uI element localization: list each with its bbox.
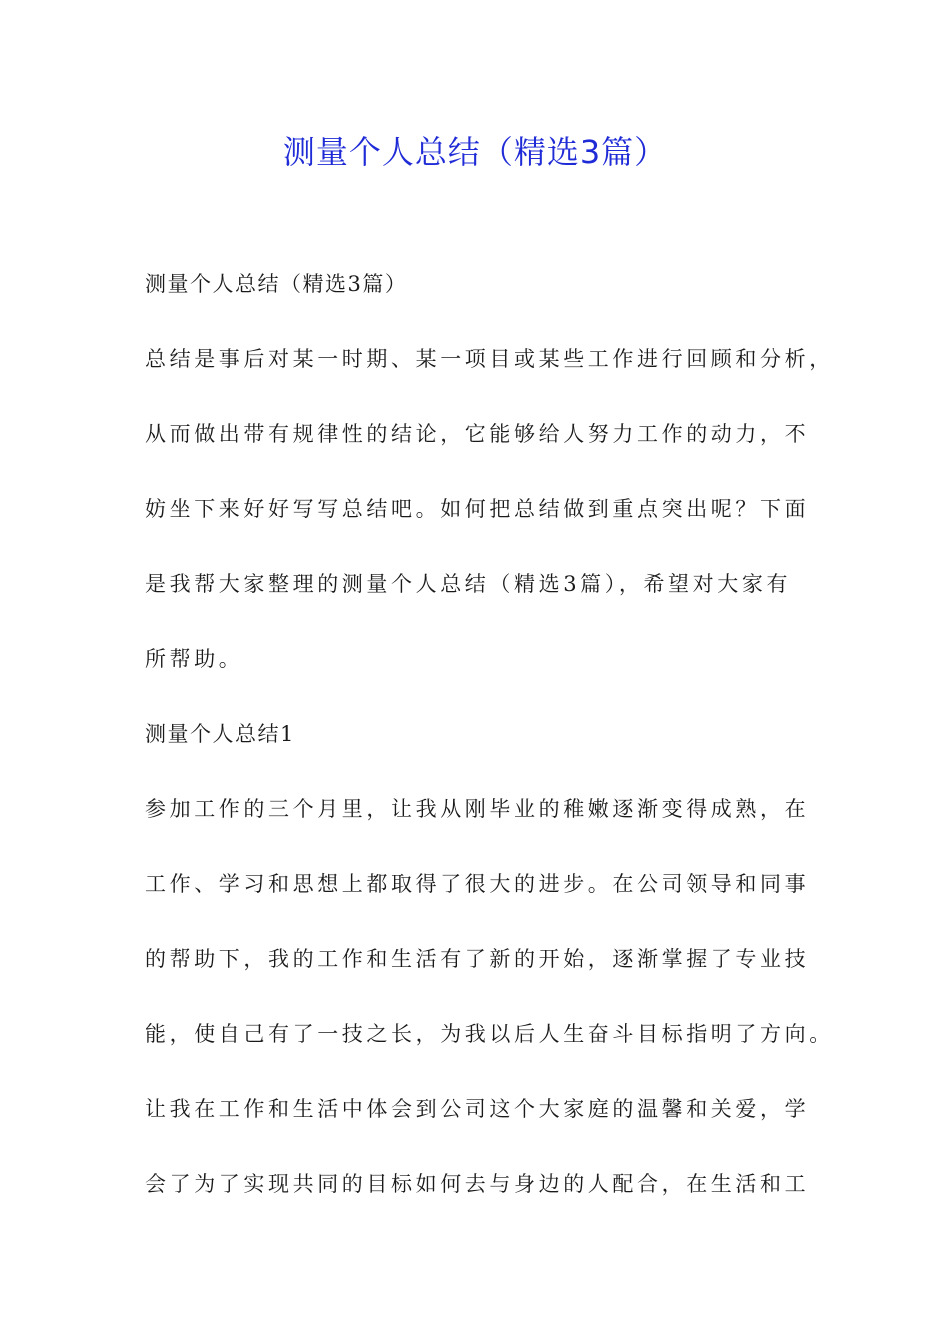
intro-line: 妨坐下来好好写写总结吧。如何把总结做到重点突出呢？下面 bbox=[145, 497, 810, 521]
intro-line: 是我帮大家整理的测量个人总结（精选3篇），希望对大家有 bbox=[145, 572, 792, 596]
section-line: 工作、学习和思想上都取得了很大的进步。在公司领导和同事 bbox=[145, 872, 810, 896]
section-line: 参加工作的三个月里，让我从刚毕业的稚嫩逐渐变得成熟，在 bbox=[145, 797, 810, 821]
section-heading: 测量个人总结1 bbox=[145, 722, 295, 746]
intro-line: 所帮助。 bbox=[145, 647, 244, 671]
section-line: 的帮助下，我的工作和生活有了新的开始，逐渐掌握了专业技 bbox=[145, 947, 810, 971]
section-line: 能，使自己有了一技之长，为我以后人生奋斗目标指明了方向。 bbox=[145, 1022, 834, 1046]
document-subtitle: 测量个人总结（精选3篇） bbox=[145, 272, 408, 296]
intro-line: 总结是事后对某一时期、某一项目或某些工作进行回顾和分析， bbox=[145, 347, 834, 371]
section-line: 会了为了实现共同的目标如何去与身边的人配合，在生活和工 bbox=[145, 1172, 810, 1196]
section-line: 让我在工作和生活中体会到公司这个大家庭的温馨和关爱，学 bbox=[145, 1097, 810, 1121]
document-title: 测量个人总结（精选3篇） bbox=[282, 133, 668, 171]
intro-line: 从而做出带有规律性的结论，它能够给人努力工作的动力，不 bbox=[145, 422, 810, 446]
